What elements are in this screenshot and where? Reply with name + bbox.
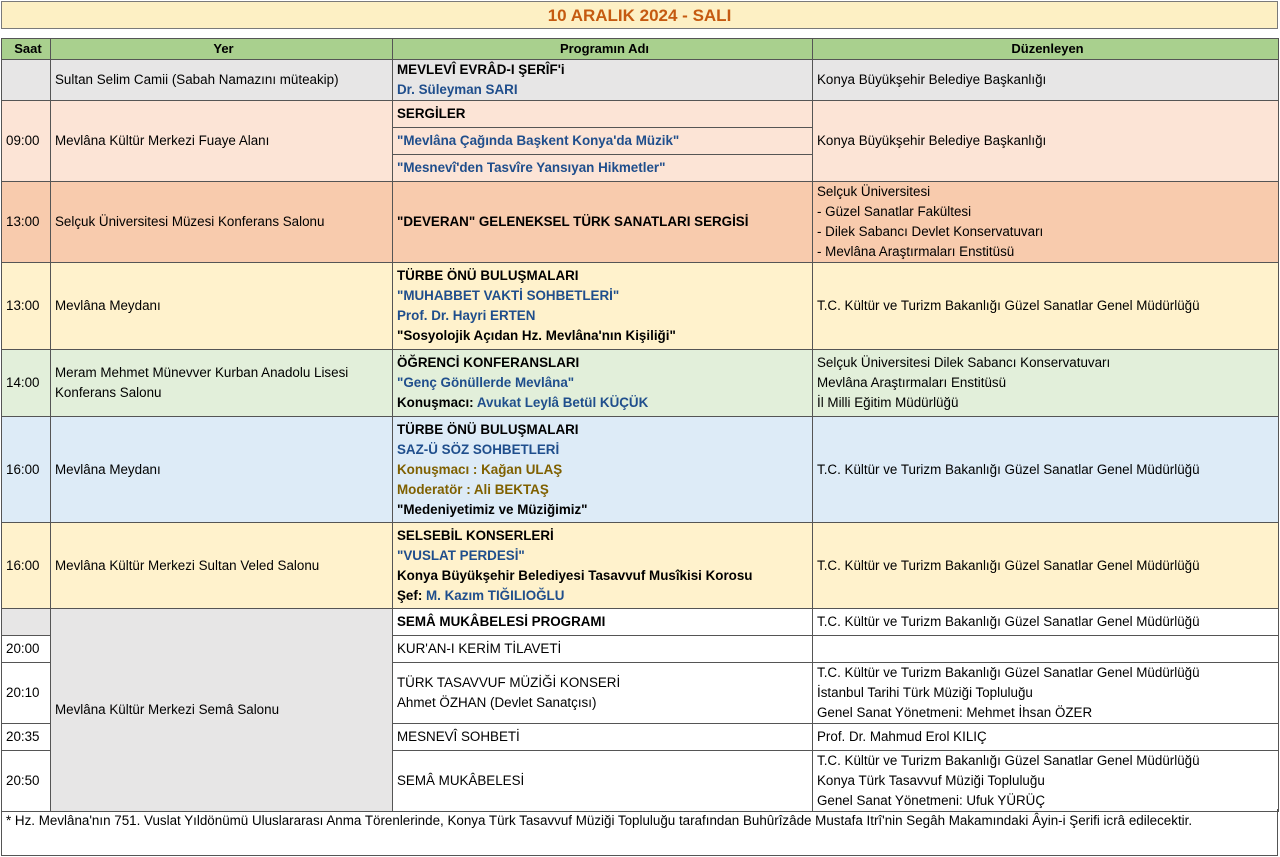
program-cell: KUR'AN-I KERİM TİLAVETİ	[393, 636, 813, 663]
program-line: "Mesnevî'den Tasvîre Yansıyan Hikmetler"	[393, 155, 813, 182]
footnote: * Hz. Mevlâna'nın 751. Vuslat Yıldönümü Uluslararası Anma Törenlerinde, Konya Türk Tasavvuf Müziği Topluluğu tarafından Buhûrîzâde Mustafa Itrî'nin Segâh Makamındaki Âyin-i Şerifi icrâ edilecektir.	[1, 809, 1278, 856]
organizer-cell: T.C. Kültür ve Turizm Bakanlığı Güzel Sanatlar Genel Müdürlüğü	[813, 609, 1279, 636]
program-line: Ahmet ÖZHAN (Devlet Sanatçısı)	[397, 695, 597, 710]
location-cell	[51, 350, 393, 417]
time-cell: 20:00	[2, 636, 51, 663]
time-cell: 13:00	[2, 182, 51, 263]
organizer-line: T.C. Kültür ve Turizm Bakanlığı Güzel Sanatlar Genel Müdürlüğü	[817, 665, 1200, 680]
organizer-cell	[813, 751, 1279, 812]
location-cell: Selçuk Üniversitesi Müzesi Konferans Salonu	[51, 182, 393, 263]
program-line: TÜRK TASAVVUF MÜZİĞİ KONSERİ	[397, 675, 621, 690]
organizer-cell: Konya Büyükşehir Belediye Başkanlığı	[813, 60, 1279, 101]
table-row	[2, 263, 1279, 350]
location-line: Meram Mehmet Münevver Kurban Anadolu Lisesi	[55, 365, 349, 380]
organizer-cell	[813, 350, 1279, 417]
program-line: SELSEBİL KONSERLERİ	[397, 527, 554, 543]
organizer-line: İl Milli Eğitim Müdürlüğü	[817, 395, 959, 410]
program-line	[397, 586, 812, 606]
page-title: 10 ARALIK 2024 - SALI	[1, 1, 1278, 29]
header-yer: Yer	[51, 39, 393, 60]
table-row	[2, 417, 1279, 523]
program-line: TÜRBE ÖNÜ BULUŞMALARI	[397, 421, 579, 437]
time-cell: 16:00	[2, 417, 51, 523]
program-line	[397, 393, 812, 413]
organizer-line: Genel Sanat Yönetmeni: Mehmet İhsan ÖZER	[817, 705, 1093, 720]
program-cell	[393, 350, 813, 417]
time-cell	[2, 60, 51, 101]
program-line: SERGİLER	[393, 101, 813, 128]
program-line: "Medeniyetimiz ve Müziğimiz"	[397, 501, 588, 517]
conductor-label: Şef:	[397, 587, 427, 603]
program-line: "MUHABBET VAKTİ SOHBETLERİ"	[397, 288, 620, 303]
program-cell: SEMÂ MUKÂBELESİ	[393, 751, 813, 812]
header-duzenleyen: Düzenleyen	[813, 39, 1279, 60]
time-cell: 20:35	[2, 724, 51, 751]
header-program: Programın Adı	[393, 39, 813, 60]
organizer-line: Selçuk Üniversitesi Dilek Sabancı Konservatuvarı	[817, 355, 1111, 370]
speaker-label: Konuşmacı:	[397, 395, 477, 410]
program-line: "Sosyolojik Açıdan Hz. Mevlâna'nın Kişiliği"	[397, 328, 676, 343]
organizer-cell: T.C. Kültür ve Turizm Bakanlığı Güzel Sanatlar Genel Müdürlüğü	[813, 417, 1279, 523]
program-line: Dr. Süleyman SARI	[397, 82, 518, 97]
organizer-line: Selçuk Üniversitesi	[817, 184, 931, 199]
organizer-cell	[813, 663, 1279, 724]
organizer-line: Genel Sanat Yönetmeni: Ufuk YÜRÜÇ	[817, 793, 1046, 808]
organizer-cell: Konya Büyükşehir Belediye Başkanlığı	[813, 101, 1279, 182]
location-cell: Mevlâna Kültür Merkezi Fuaye Alanı	[51, 101, 393, 182]
program-line: TÜRBE ÖNÜ BULUŞMALARI	[397, 268, 579, 283]
table-row	[2, 60, 1279, 101]
location-cell: Mevlâna Meydanı	[51, 417, 393, 523]
time-cell: 14:00	[2, 350, 51, 417]
header-saat: Saat	[2, 39, 51, 60]
organizer-line: Konya Türk Tasavvuf Müziği Topluluğu	[817, 773, 1045, 788]
time-cell	[2, 609, 51, 636]
table-header	[2, 39, 1279, 60]
time-cell: 20:50	[2, 751, 51, 812]
program-line: MEVLEVÎ EVRÂD-I ŞERÎF'i	[397, 62, 565, 77]
time-cell: 20:10	[2, 663, 51, 724]
table-row	[2, 182, 1279, 263]
time-cell: 09:00	[2, 101, 51, 182]
time-cell: 16:00	[2, 523, 51, 609]
organizer-cell	[813, 636, 1279, 663]
program-line: "Mevlâna Çağında Başkent Konya'da Müzik"	[393, 128, 813, 155]
organizer-cell: Prof. Dr. Mahmud Erol KILIÇ	[813, 724, 1279, 751]
program-cell: "DEVERAN" GELENEKSEL TÜRK SANATLARI SERGİSİ	[393, 182, 813, 263]
organizer-line: - Güzel Sanatlar Fakültesi	[817, 204, 972, 219]
organizer-line: - Dilek Sabancı Devlet Konservatuvarı	[817, 224, 1044, 239]
program-line: Konya Büyükşehir Belediyesi Tasavvuf Musîkisi Korosu	[397, 567, 753, 583]
organizer-line: - Mevlâna Araştırmaları Enstitüsü	[817, 244, 1015, 259]
location-cell: Mevlâna Kültür Merkezi Sultan Veled Salonu	[51, 523, 393, 609]
organizer-cell: T.C. Kültür ve Turizm Bakanlığı Güzel Sanatlar Genel Müdürlüğü	[813, 263, 1279, 350]
table-row	[2, 609, 1279, 636]
organizer-cell	[813, 182, 1279, 263]
program-cell: MESNEVÎ SOHBETİ	[393, 724, 813, 751]
program-cell	[393, 663, 813, 724]
program-line: ÖĞRENCİ KONFERANSLARI	[397, 355, 580, 370]
program-cell	[393, 60, 813, 101]
program-line: Konuşmacı : Kağan ULAŞ	[397, 461, 563, 477]
program-line: SAZ-Ü SÖZ SOHBETLERİ	[397, 441, 560, 457]
organizer-line: İstanbul Tarihi Türk Müziği Topluluğu	[817, 685, 1033, 700]
location-cell: Mevlâna Kültür Merkezi Semâ Salonu	[51, 609, 393, 812]
organizer-line: Mevlâna Araştırmaları Enstitüsü	[817, 375, 1007, 390]
location-cell: Mevlâna Meydanı	[51, 263, 393, 350]
program-cell	[393, 523, 813, 609]
program-cell	[393, 417, 813, 523]
table-row	[2, 101, 1279, 128]
speaker-name: Avukat Leylâ Betül KÜÇÜK	[476, 395, 649, 410]
conductor-name: M. Kazım TIĞILIOĞLU	[426, 587, 565, 603]
table-row	[2, 523, 1279, 609]
table-row	[2, 350, 1279, 417]
organizer-cell: T.C. Kültür ve Turizm Bakanlığı Güzel Sanatlar Genel Müdürlüğü	[813, 523, 1279, 609]
program-line: "VUSLAT PERDESİ"	[397, 547, 525, 563]
organizer-line: T.C. Kültür ve Turizm Bakanlığı Güzel Sanatlar Genel Müdürlüğü	[817, 753, 1200, 768]
program-line: "Genç Gönüllerde Mevlâna"	[397, 375, 575, 390]
program-cell	[393, 263, 813, 350]
location-line: Konferans Salonu	[55, 385, 162, 400]
program-line: Prof. Dr. Hayri ERTEN	[397, 308, 536, 323]
program-cell: SEMÂ MUKÂBELESİ PROGRAMI	[393, 609, 813, 636]
time-cell: 13:00	[2, 263, 51, 350]
location-cell: Sultan Selim Camii (Sabah Namazını müteakip)	[51, 60, 393, 101]
schedule-table	[1, 38, 1279, 812]
program-line: Moderatör : Ali BEKTAŞ	[397, 481, 549, 497]
